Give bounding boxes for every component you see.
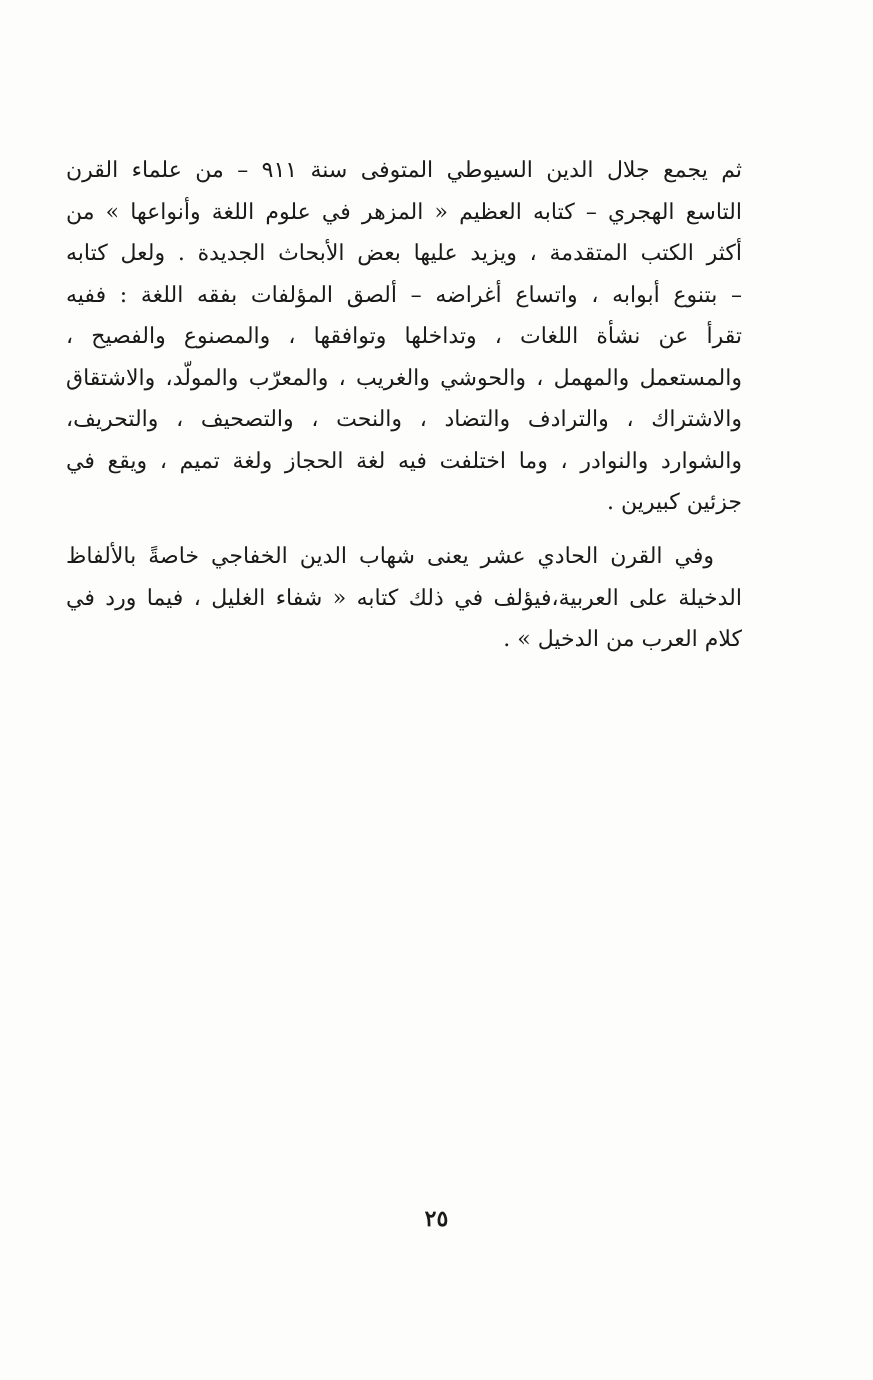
text-line: والمستعمل والمهمل ، والحوشي والغريب ، والمعرّب والمولّد، والاشتقاق [66, 365, 742, 391]
text-line: كلام العرب من الدخيل » . [503, 627, 742, 652]
text-line: – بتنوع أبوابه ، واتساع أغراضه – ألصق المؤلفات بفقه اللغة : ففيه [66, 282, 742, 308]
text-line: تقرأ عن نشأة اللغات ، وتداخلها وتوافقها ، والمصنوع والفصيح ، [66, 324, 742, 349]
text-line: جزئين كبيرين . [607, 490, 742, 515]
text-line: وفي القرن الحادي عشر يعنى شهاب الدين الخفاجي خاصةً بالألفاظ [66, 544, 714, 569]
page-number: ٢٥ [424, 1206, 449, 1232]
text-line: التاسع الهجري – كتابه العظيم « المزهر في علوم اللغة وأنواعها » من [66, 199, 742, 225]
text-line: والاشتراك ، والترادف والتضاد ، والنحت ، والتصحيف ، والتحريف، [66, 407, 742, 432]
paragraph-khafaji [66, 536, 742, 661]
text-line: الدخيلة على العربية،فيؤلف في ذلك كتابه « شفاء الغليل ، فيما ورد في [66, 585, 742, 611]
text-line: ثم يجمع جلال الدين السيوطي المتوفى سنة ٩١١ – من علماء القرن [66, 158, 742, 183]
text-line: والشوارد والنوادر ، وما اختلفت فيه لغة الحجاز ولغة تميم ، ويقع في [66, 448, 742, 474]
text-line: أكثر الكتب المتقدمة ، ويزيد عليها بعض الأبحاث الجديدة . ولعل كتابه [66, 241, 742, 266]
paragraph-suyuti [66, 150, 742, 524]
